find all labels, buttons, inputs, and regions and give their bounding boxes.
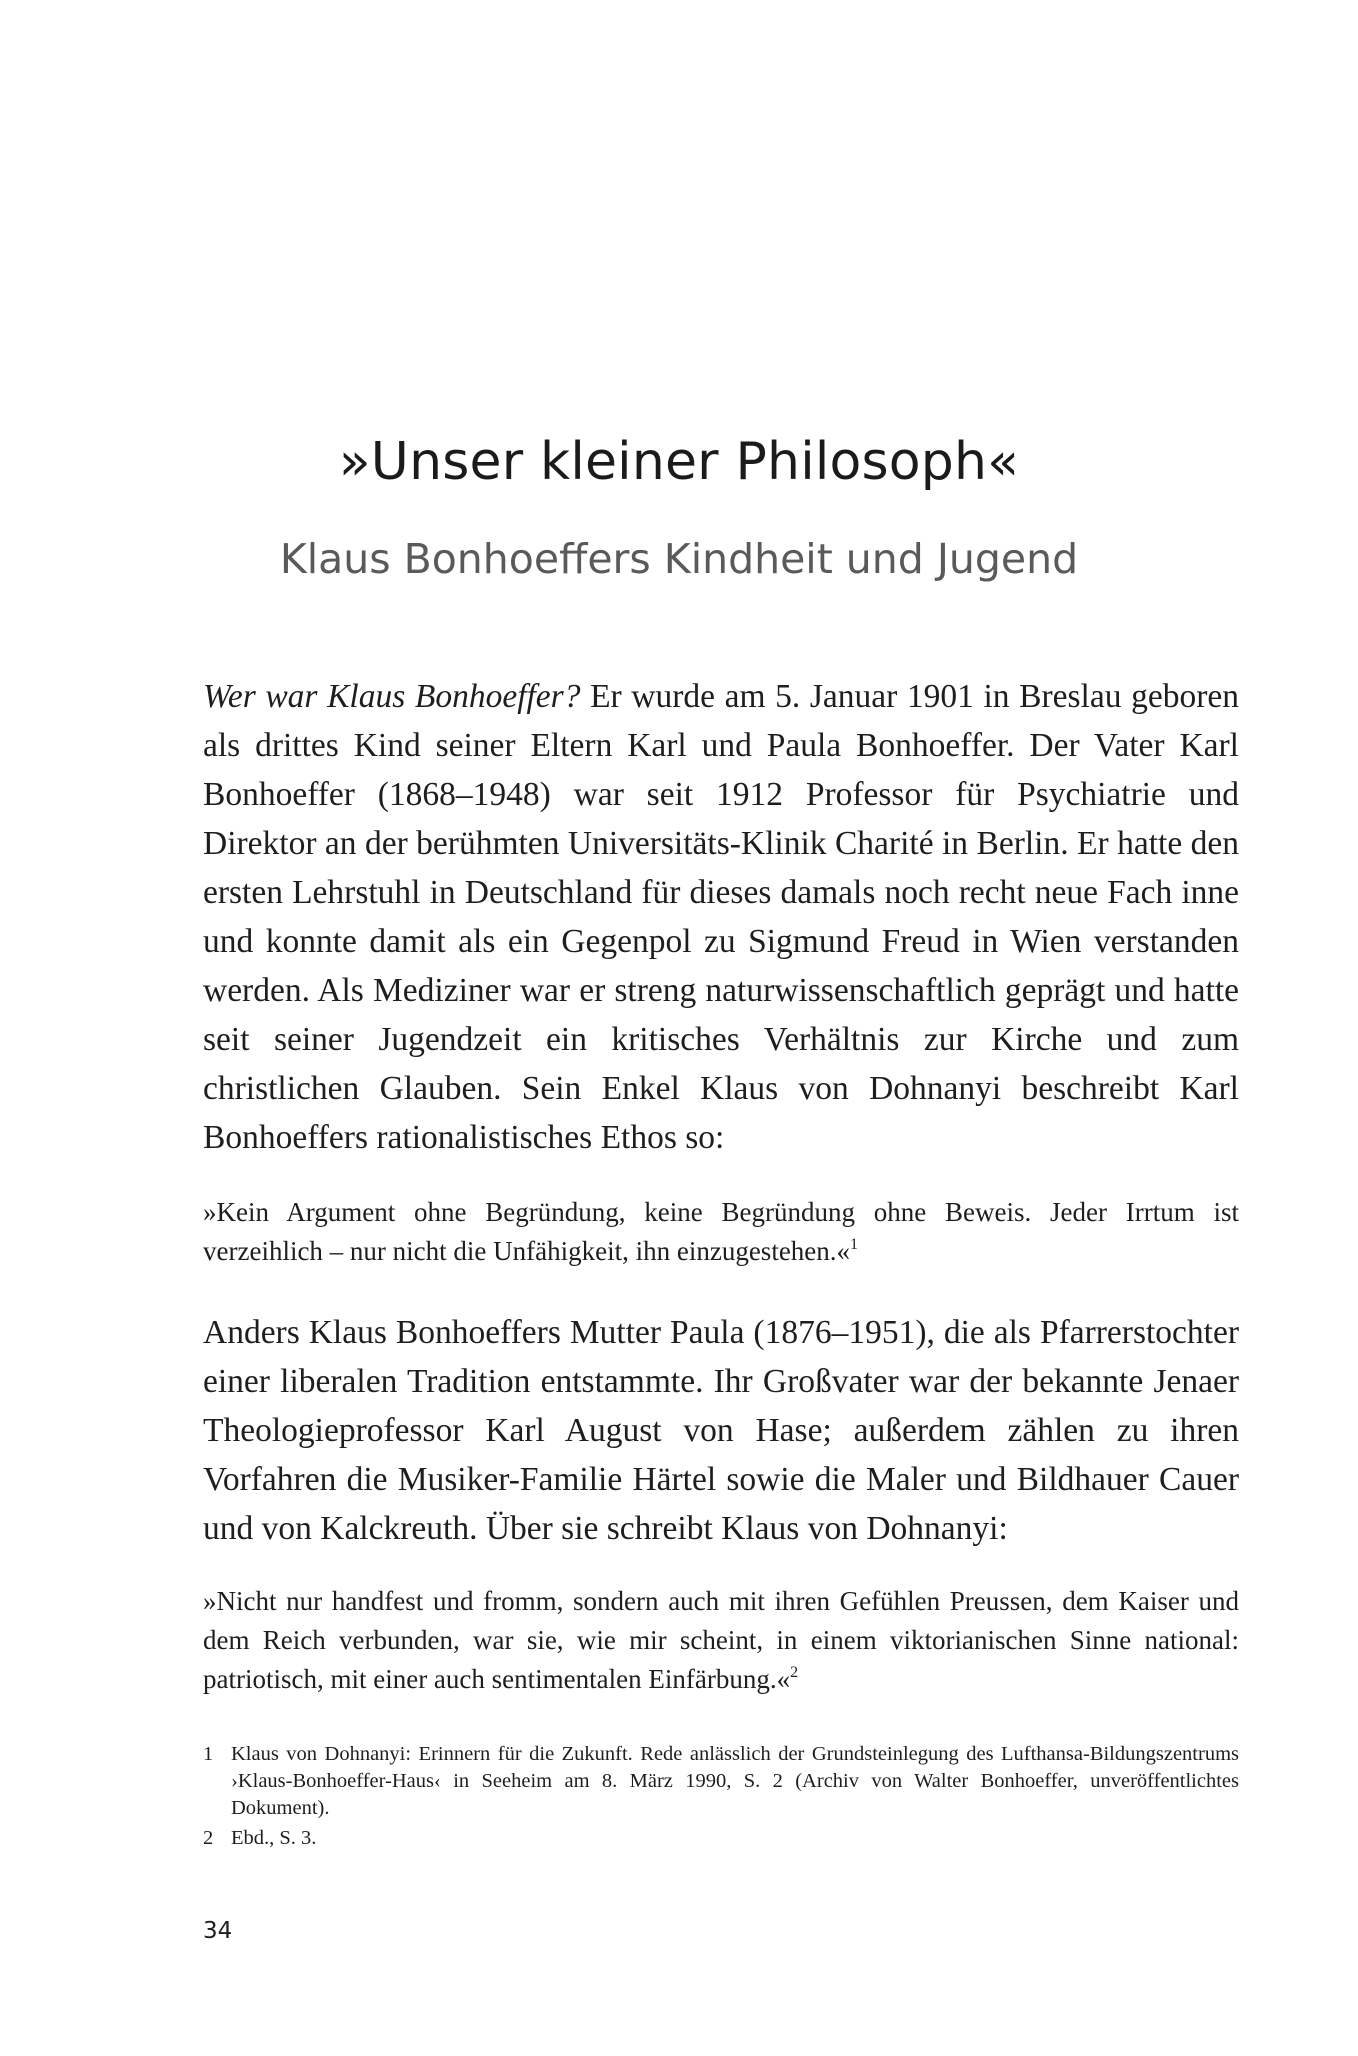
quote-1-text: »Kein Argument ohne Begründung, keine Begründung ohne Beweis. Jeder Irrtum ist verzeihlich – nur nicht die Unfähigkeit, ihn einzugestehen.« [203, 1197, 1239, 1266]
chapter-title: »Unser kleiner Philosoph« [338, 432, 1020, 492]
footnote-1 [203, 1741, 1239, 1822]
block-quote-1 [203, 1193, 1239, 1271]
page-number: 34 [203, 1918, 233, 1944]
body-paragraph-2: Anders Klaus Bonhoeffers Mutter Paula (1876–1951), die als Pfarrerstochter einer liberalen Tradition entstammte. Ihr Großvater war der bekannte Jenaer Theologieprofessor Karl August von Hase; außerdem zählen zu ihren Vorfahren die Musiker-Familie Härtel sowie die Maler und Bildhauer Cauer und von Kalckreuth. Über sie schreibt Klaus von Dohnanyi: [203, 1314, 1239, 1547]
footnote-text: Ebd., S. 3. [231, 1827, 317, 1849]
body-paragraph-1 [203, 672, 1239, 1162]
block-quote-2 [203, 1582, 1239, 1699]
footnotes [203, 1741, 1239, 1855]
footnote-ref-2[interactable]: 2 [790, 1664, 799, 1681]
footnote-number: 1 [203, 1743, 214, 1765]
paragraph-1-text: Er wurde am 5. Januar 1901 in Breslau geboren als drittes Kind seiner Eltern Karl und Paula Bonhoeffer. Der Vater Karl Bonhoeffer (1868–1948) war seit 1912 Professor für Psychiatrie und Direktor an der berühmten Universitäts-Klinik Charité in Berlin. Er hatte den ersten Lehrstuhl in Deutschland für dieses damals noch recht neue Fach inne und konnte damit als ein Gegenpol zu Sigmund Freud in Wien verstanden werden. Als Mediziner war er streng naturwissenschaftlich geprägt und hatte seit seiner Jugendzeit ein kritisches Verhältnis zur Kirche und zum christlichen Glauben. Sein Enkel Klaus von Dohnanyi beschreibt Karl Bonhoeffers rationalistisches Ethos so: [203, 678, 1239, 1156]
quote-2-text: »Nicht nur handfest und fromm, sondern auch mit ihren Gefühlen Preussen, dem Kaiser und dem Reich verbunden, war sie, wie mir scheint, in einem viktorianischen Sinne national: patriotisch, mit einer auch sentimentalen Einfärbung.« [203, 1586, 1239, 1694]
footnote-2 [203, 1825, 1239, 1852]
footnote-number: 2 [203, 1827, 214, 1849]
footnote-ref-1[interactable]: 1 [850, 1236, 859, 1253]
paragraph-lead-question: Wer war Klaus Bonhoeffer? [203, 678, 581, 715]
footnote-text: Klaus von Dohnanyi: Erinnern für die Zukunft. Rede anlässlich der Grundsteinlegung des Lufthansa-Bildungszentrums ›Klaus-Bonhoeffer-Haus‹ in Seeheim am 8. März 1990, S. 2 (Archiv von Walter Bonhoeffer, unveröffentlichtes Dokument). [231, 1743, 1239, 1819]
chapter-subtitle: Klaus Bonhoeffers Kindheit und Jugend [279, 535, 1079, 583]
